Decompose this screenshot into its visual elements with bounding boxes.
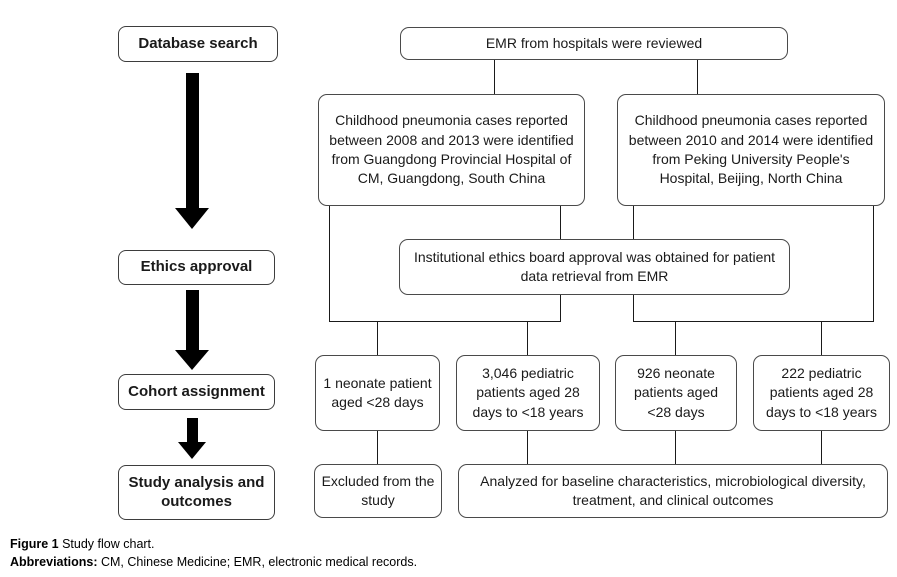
connector-emr-to-guangdong — [494, 60, 495, 94]
node-cohort-4-text: 222 pediatric patients aged 28 days to <18 years — [766, 365, 877, 420]
caption-abbreviations-text: CM, Chinese Medicine; EMR, electronic medical records. — [97, 555, 418, 570]
stage-study-analysis-outcomes — [118, 465, 275, 520]
connector-to-cohort-3 — [675, 321, 676, 355]
stage-arrow-3-shaft — [187, 418, 198, 442]
node-emr-reviewed-text: EMR from hospitals were reviewed — [485, 34, 703, 51]
node-guangdong-cases — [318, 94, 585, 206]
node-excluded-text: Excluded from the study — [321, 472, 435, 508]
connector-emr-to-peking — [697, 60, 698, 94]
node-analyzed — [458, 464, 888, 518]
caption-figure-text: Study flow chart. — [58, 537, 155, 551]
stage-cohort-assignment-label: Cohort assignment — [128, 382, 265, 400]
node-peking-cases-text: Childhood pneumonia cases reported between 2010 and 2014 were identified from Peking University People's Hospital, Beijing, North China — [628, 112, 874, 187]
node-ethics-approval-text: Institutional ethics board approval was obtained for patient data retrieval from EMR — [413, 248, 776, 284]
connector-to-cohort-2 — [527, 321, 528, 355]
node-cohort-3 — [615, 355, 737, 431]
stage-ethics-approval — [118, 250, 275, 285]
stage-database-search-label: Database search — [138, 34, 258, 52]
stage-arrow-2-shaft — [186, 290, 199, 350]
stage-cohort-assignment — [118, 374, 275, 410]
connector-cohort4-to-analyzed — [821, 430, 822, 464]
connector-guangdong-bracket-left — [329, 205, 330, 322]
node-peking-cases — [617, 94, 885, 206]
connector-cohort2-to-analyzed — [527, 430, 528, 464]
node-excluded — [314, 464, 442, 518]
node-cohort-1-text: 1 neonate patient aged <28 days — [323, 374, 432, 410]
caption-line-abbreviations — [10, 553, 417, 571]
stage-database-search — [118, 26, 278, 62]
caption-figure-label: Figure 1 — [10, 537, 59, 551]
caption-abbreviations-label: Abbreviations: — [10, 555, 98, 570]
node-cohort-3-text: 926 neonate patients aged <28 days — [633, 365, 719, 420]
node-analyzed-text: Analyzed for baseline characteristics, microbiological diversity, treatment, and clinical outcomes — [480, 472, 866, 508]
node-guangdong-cases-text: Childhood pneumonia cases reported between 2008 and 2013 were identified from Guangdong Provincial Hospital of CM, Guangdong, South China — [329, 112, 574, 187]
connector-peking-bracket-right — [873, 205, 874, 322]
stage-arrow-2-head — [175, 350, 209, 370]
node-cohort-2 — [456, 355, 600, 431]
stage-arrow-1-shaft — [186, 73, 199, 208]
connector-peking-bracket-bottom — [633, 321, 874, 322]
connector-to-cohort-1 — [377, 321, 378, 355]
node-ethics-approval — [399, 239, 790, 295]
figure-caption — [10, 535, 417, 571]
node-cohort-1 — [315, 355, 440, 431]
stage-ethics-approval-label: Ethics approval — [140, 258, 253, 276]
connector-to-cohort-4 — [821, 321, 822, 355]
node-emr-reviewed — [400, 27, 788, 60]
stage-study-analysis-outcomes-label: Study analysis and outcomes — [128, 473, 265, 510]
connector-cohort3-to-analyzed — [675, 430, 676, 464]
connector-cohort1-to-excluded — [377, 430, 378, 464]
node-cohort-2-text: 3,046 pediatric patients aged 28 days to <18 years — [472, 365, 584, 420]
caption-line-figure — [10, 535, 417, 553]
stage-arrow-1-head — [175, 208, 209, 229]
node-cohort-4 — [753, 355, 890, 431]
stage-arrow-3-head — [178, 442, 206, 459]
